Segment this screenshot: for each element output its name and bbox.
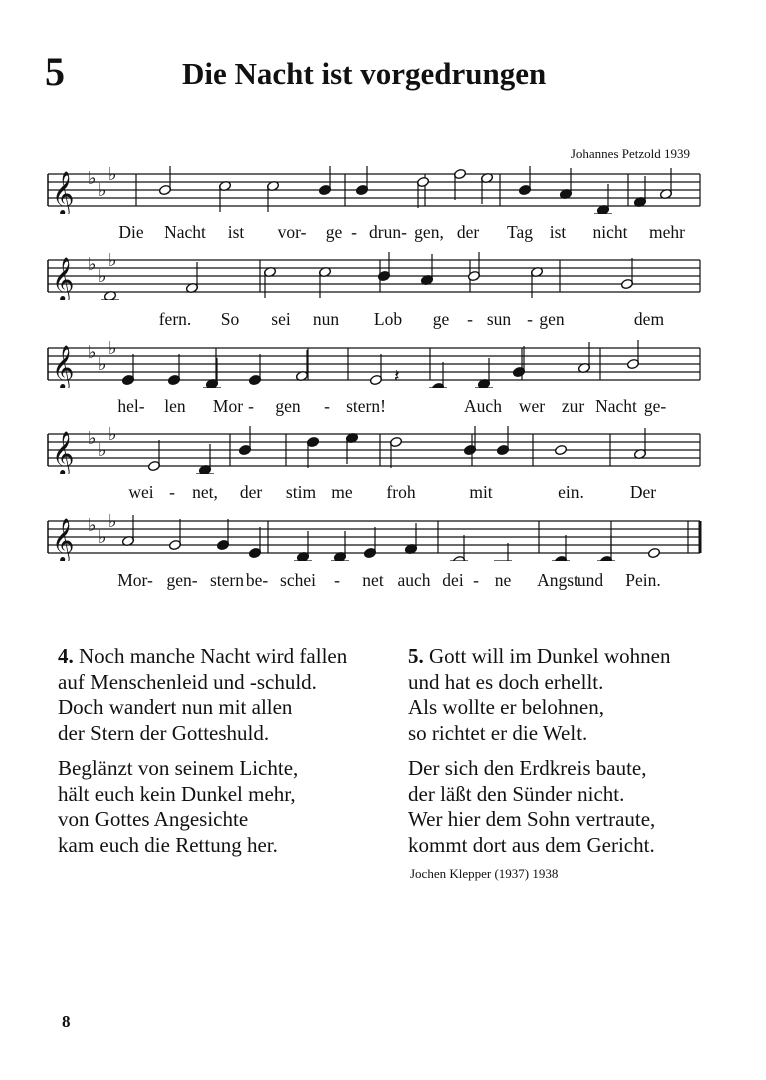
lyric-syllable: - — [248, 396, 254, 416]
lyric-syllable: wei — [128, 482, 154, 502]
lyric-syllable: gen — [539, 309, 565, 329]
song-number: 5 — [45, 49, 65, 94]
treble-clef-icon: 𝄞 — [52, 171, 75, 214]
lyric-syllable: - — [527, 309, 533, 329]
stanza-line: der läßt den Sünder nicht. — [408, 781, 625, 806]
lyric-syllable: net, — [192, 482, 218, 502]
lyric-syllable: So — [220, 309, 240, 329]
lyric-syllable: - — [334, 570, 340, 590]
lyric-syllable: dei — [442, 570, 464, 590]
lyric-syllable: stim — [285, 482, 317, 502]
stanza-line: hält euch kein Dunkel mehr, — [58, 781, 296, 806]
stanza-line: und hat es doch erhellt. — [408, 669, 604, 694]
music-staff-5 — [40, 513, 704, 561]
treble-clef-icon: 𝄞 — [52, 345, 75, 388]
treble-clef-icon: 𝄞 — [52, 431, 75, 474]
lyric-syllable: dem — [633, 309, 665, 329]
lyrics-line-2 — [40, 309, 700, 333]
lyric-syllable: Lob — [373, 309, 403, 329]
lyric-syllable: Tag — [507, 222, 533, 242]
stanza-5 — [408, 644, 670, 858]
lyric-syllable: zur — [561, 396, 585, 416]
song-title: Die Nacht ist vorgedrungen — [182, 56, 547, 91]
lyric-syllable: wer — [518, 396, 546, 416]
lyric-syllable: stern — [209, 570, 245, 590]
lyric-syllable: der — [456, 222, 480, 242]
lyrics-line-4 — [40, 482, 700, 506]
flat-icon: ♭ — [98, 527, 107, 548]
flat-icon: ♭ — [108, 426, 117, 445]
lyric-syllable: ge- — [643, 396, 667, 416]
lyrics-line-5 — [40, 570, 700, 594]
lyric-syllable: mit — [469, 482, 493, 502]
text-author-credit: Jochen Klepper (1937) 1938 — [410, 866, 559, 881]
lyric-syllable: net — [362, 570, 384, 590]
lyric-syllable: froh — [386, 482, 416, 502]
lyric-syllable: gen — [275, 396, 301, 416]
lyric-syllable: Angst — [537, 570, 579, 590]
flat-icon: ♭ — [88, 342, 97, 363]
composer-credit: Johannes Petzold 1939 — [570, 146, 690, 161]
lyric-syllable: - — [467, 309, 473, 329]
stanza-line — [408, 644, 670, 670]
stanza-4 — [58, 644, 347, 858]
lyric-syllable: gen, — [414, 222, 444, 242]
flat-icon: ♭ — [88, 168, 97, 189]
page-number: 8 — [62, 1012, 71, 1031]
lyric-syllable: - — [473, 570, 479, 590]
flat-icon: ♭ — [108, 252, 117, 271]
lyric-syllable: be- — [245, 570, 269, 590]
flat-icon: ♭ — [98, 180, 107, 201]
whole-note — [554, 444, 567, 455]
lyric-syllable: mehr — [649, 222, 685, 242]
lyric-syllable: vor- — [277, 222, 307, 242]
lyric-syllable: len — [164, 396, 186, 416]
stanza-line: kommt dort aus dem Gericht. — [408, 832, 655, 857]
flat-icon: ♭ — [88, 428, 97, 449]
lyric-syllable: ge — [325, 222, 343, 242]
flat-icon: ♭ — [88, 254, 97, 275]
lyric-syllable: schei — [280, 570, 316, 590]
lyric-syllable: der — [239, 482, 263, 502]
stanza-line: so richtet er die Welt. — [408, 720, 588, 745]
lyric-syllable: stern! — [346, 396, 386, 416]
lyric-syllable: - — [324, 396, 330, 416]
lyric-syllable: Mor- — [117, 570, 153, 590]
flat-icon: ♭ — [88, 515, 97, 536]
lyric-syllable: hel- — [117, 396, 145, 416]
stanza-number: 5. — [408, 644, 424, 668]
stanza-line: Als wollte er belohnen, — [408, 695, 604, 719]
lyric-syllable: me — [331, 482, 353, 502]
stanza-line: Doch wandert nun mit allen — [58, 695, 293, 719]
flat-icon: ♭ — [108, 513, 117, 532]
stanza-number: 4. — [58, 644, 74, 668]
music-staff-2 — [40, 252, 704, 300]
stanza-gap — [408, 746, 670, 756]
lyric-syllable: drun- — [369, 222, 407, 242]
treble-clef-icon: 𝄞 — [52, 518, 75, 561]
lyrics-line-3 — [40, 396, 700, 420]
flat-icon: ♭ — [98, 440, 107, 461]
stanza-line: kam euch die Rettung her. — [58, 832, 278, 857]
stanza-line — [58, 644, 347, 670]
stanza-line: von Gottes Angesichte — [58, 807, 249, 831]
lyric-syllable: - — [169, 482, 175, 502]
lyric-syllable: gen- — [166, 570, 198, 590]
lyric-syllable: fern. — [158, 309, 192, 329]
stanza-line: Wer hier dem Sohn vertraute, — [408, 807, 656, 831]
lyric-syllable: ge — [432, 309, 450, 329]
lyric-syllable: - — [351, 222, 357, 242]
stanza-line: Beglänzt von seinem Lichte, — [58, 756, 299, 780]
stanza-line: auf Menschenleid und -schuld. — [58, 669, 317, 694]
lyric-syllable: Nacht — [164, 222, 206, 242]
lyric-syllable: sun — [486, 309, 512, 329]
lyric-syllable: Die — [118, 222, 144, 242]
stanza-line-text: Noch manche Nacht wird fallen — [79, 644, 348, 668]
flat-icon: ♭ — [98, 266, 107, 287]
stanza-gap — [58, 746, 347, 756]
whole-note — [647, 547, 660, 558]
stanza-line: der Stern der Gotteshuld. — [58, 720, 270, 745]
flat-icon: ♭ — [98, 354, 107, 375]
lyric-syllable: Pein. — [625, 570, 661, 590]
stanza-line: Der sich den Erdkreis baute, — [408, 756, 647, 780]
quarter-rest-icon: 𝄽 — [394, 366, 400, 387]
lyric-syllable: ist — [549, 222, 567, 242]
lyric-syllable: nicht — [592, 222, 628, 242]
lyric-syllable: nun — [312, 309, 340, 329]
music-staff-3 — [40, 340, 704, 388]
lyric-syllable: ein. — [558, 482, 584, 502]
lyric-syllable: auch — [397, 570, 431, 590]
lyric-syllable: und — [576, 570, 604, 590]
lyric-syllable: Mor — [212, 396, 244, 416]
lyric-syllable: Nacht — [595, 396, 637, 416]
treble-clef-icon: 𝄞 — [52, 257, 75, 300]
lyric-syllable: ist — [227, 222, 245, 242]
lyric-syllable: ne — [494, 570, 512, 590]
lyric-syllable: Der — [629, 482, 657, 502]
music-staff-4 — [40, 426, 704, 474]
lyrics-line-1 — [40, 222, 700, 246]
music-staff-1 — [40, 166, 704, 214]
flat-icon: ♭ — [108, 166, 117, 185]
stanza-line-text: Gott will im Dunkel wohnen — [429, 644, 671, 668]
flat-icon: ♭ — [108, 340, 117, 359]
lyric-syllable: Auch — [464, 396, 502, 416]
lyric-syllable: sei — [271, 309, 291, 329]
